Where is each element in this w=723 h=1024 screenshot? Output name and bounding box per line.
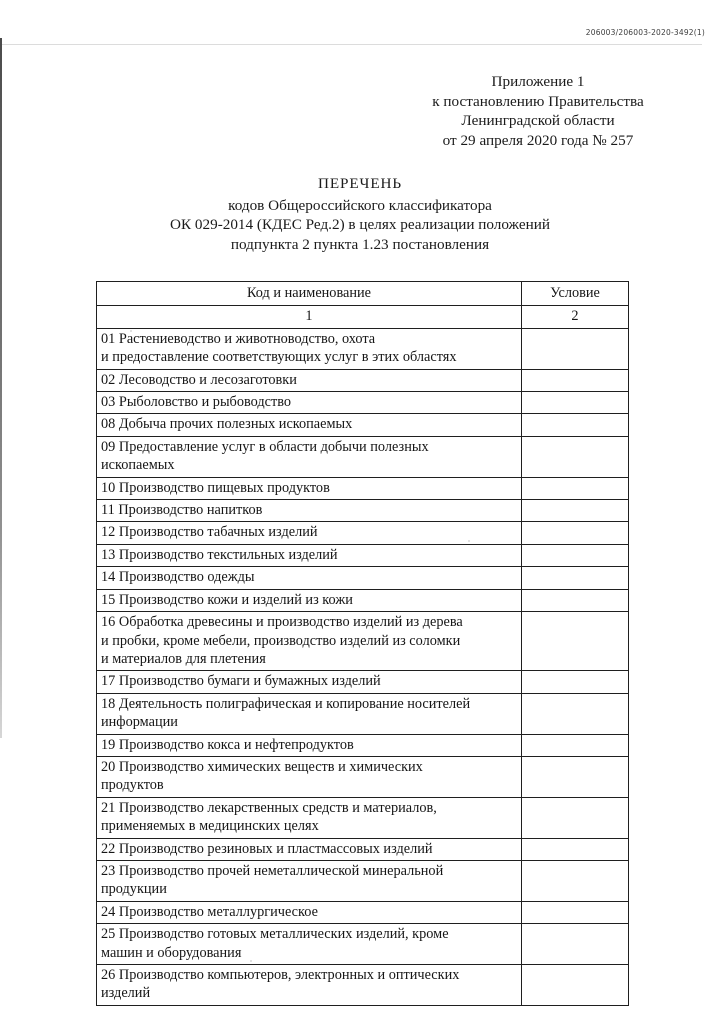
table-row — [97, 414, 629, 436]
approval-block — [393, 72, 683, 150]
approval-line-2: к постановлению Правительства — [432, 92, 644, 110]
cell-condition — [522, 734, 629, 756]
title-block — [60, 174, 660, 254]
table-column-number-row — [97, 306, 629, 328]
cell-code-name — [97, 734, 522, 756]
cell-line: 21 Производство лекарственных средств и материалов, — [101, 799, 437, 816]
cell-line: применяемых в медицинских целях — [101, 818, 319, 835]
cell-condition — [522, 500, 629, 522]
cell-code-name — [97, 838, 522, 860]
cell-code-name — [97, 369, 522, 391]
cell-line: 13 Производство текстильных изделий — [101, 546, 338, 563]
cell-code-name — [97, 392, 522, 414]
table-header-row — [97, 282, 629, 306]
cell-line: продукции — [101, 881, 167, 898]
cell-condition — [522, 797, 629, 838]
column-header-name: Код и наименование — [97, 282, 522, 306]
cell-code-name — [97, 901, 522, 923]
cell-code-name — [97, 544, 522, 566]
cell-code-name — [97, 414, 522, 436]
cell-code-name — [97, 522, 522, 544]
cell-line: 22 Производство резиновых и пластмассовых изделий — [101, 840, 433, 857]
cell-line: изделий — [101, 985, 151, 1002]
cell-line: ископаемых — [101, 457, 175, 474]
cell-condition — [522, 860, 629, 901]
cell-line: 12 Производство табачных изделий — [101, 524, 318, 541]
table-row — [97, 567, 629, 589]
cell-line: 20 Производство химических веществ и химических — [101, 758, 423, 775]
document-code: 206003/206003-2020-3492(1) — [585, 28, 705, 37]
table-row — [97, 838, 629, 860]
cell-line: 14 Производство одежды — [101, 569, 255, 586]
cell-code-name — [97, 860, 522, 901]
cell-line: и пробки, кроме мебели, производство изделий из соломки — [101, 632, 461, 649]
cell-code-name — [97, 924, 522, 965]
cell-condition — [522, 392, 629, 414]
cell-code-name — [97, 965, 522, 1006]
cell-code-name — [97, 477, 522, 499]
cell-line: 08 Добыча прочих полезных ископаемых — [101, 416, 353, 433]
cell-line: 16 Обработка древесины и производство изделий из дерева — [101, 614, 463, 631]
column-header-condition: Условие — [522, 282, 629, 306]
cell-condition — [522, 436, 629, 477]
cell-line: информации — [101, 714, 178, 731]
table-row — [97, 756, 629, 797]
cell-line: 02 Лесоводство и лесозаготовки — [101, 371, 297, 388]
cell-line: 09 Предоставление услуг в области добычи полезных — [101, 438, 429, 455]
table-row — [97, 522, 629, 544]
cell-condition — [522, 544, 629, 566]
table-row — [97, 693, 629, 734]
cell-line: 15 Производство кожи и изделий из кожи — [101, 591, 353, 608]
table-row — [97, 924, 629, 965]
cell-line: 23 Производство прочей неметаллической минеральной — [101, 862, 444, 879]
cell-code-name — [97, 500, 522, 522]
scan-edge-artifact — [0, 38, 2, 738]
approval-line-4: от 29 апреля 2020 года № 257 — [442, 131, 634, 149]
approval-line-1: Приложение 1 — [491, 73, 585, 90]
table-row — [97, 612, 629, 671]
cell-code-name — [97, 612, 522, 671]
cell-line: и материалов для плетения — [101, 650, 266, 667]
cell-condition — [522, 522, 629, 544]
cell-code-name — [97, 756, 522, 797]
cell-code-name — [97, 693, 522, 734]
approval-line-3: Ленинградской области — [461, 112, 615, 129]
subtitle-line-3: подпункта 2 пункта 1.23 постановления — [230, 235, 490, 253]
cell-line: 19 Производство кокса и нефтепродуктов — [101, 736, 354, 753]
codes-table — [96, 281, 629, 1006]
cell-condition — [522, 612, 629, 671]
column-number-1: 1 — [97, 306, 522, 328]
cell-condition — [522, 756, 629, 797]
cell-line: и предоставление соответствующих услуг в этих областях — [101, 349, 457, 366]
cell-line: 25 Производство готовых металлических изделий, кроме — [101, 926, 449, 943]
cell-line: 24 Производство металлургическое — [101, 903, 318, 920]
table-row — [97, 392, 629, 414]
cell-condition — [522, 693, 629, 734]
table-row — [97, 369, 629, 391]
cell-condition — [522, 589, 629, 611]
table-row — [97, 860, 629, 901]
table-row — [97, 500, 629, 522]
cell-line: 01 Растениеводство и животноводство, охота — [101, 330, 376, 347]
table-row — [97, 436, 629, 477]
cell-line: 26 Производство компьютеров, электронных и оптических — [101, 967, 460, 983]
cell-line: 17 Производство бумаги и бумажных изделий — [101, 673, 381, 690]
cell-condition — [522, 838, 629, 860]
cell-code-name — [97, 589, 522, 611]
cell-line: 18 Деятельность полиграфическая и копирование носителей — [101, 695, 471, 712]
table-row — [97, 544, 629, 566]
cell-code-name — [97, 567, 522, 589]
cell-code-name — [97, 797, 522, 838]
cell-condition — [522, 477, 629, 499]
scan-line-artifact — [2, 44, 702, 45]
cell-condition — [522, 924, 629, 965]
subtitle-line-2: ОК 029-2014 (КДЕС Ред.2) в целях реализации положений — [170, 216, 550, 233]
cell-line: 10 Производство пищевых продуктов — [101, 479, 330, 496]
cell-condition — [522, 965, 629, 1006]
table-row — [97, 589, 629, 611]
cell-condition — [522, 901, 629, 923]
table-row — [97, 671, 629, 693]
cell-condition — [522, 328, 629, 369]
subtitle-line-1: кодов Общероссийского классификатора — [228, 196, 492, 214]
table-row — [97, 901, 629, 923]
cell-line: продуктов — [101, 777, 164, 794]
cell-condition — [522, 567, 629, 589]
cell-condition — [522, 414, 629, 436]
table-row — [97, 965, 629, 1006]
table-row — [97, 328, 629, 369]
page-title: ПЕРЕЧЕНЬ — [317, 175, 402, 192]
table-row — [97, 477, 629, 499]
cell-code-name — [97, 328, 522, 369]
cell-code-name — [97, 671, 522, 693]
cell-condition — [522, 369, 629, 391]
table-row — [97, 797, 629, 838]
cell-condition — [522, 671, 629, 693]
cell-line: машин и оборудования — [101, 944, 242, 961]
cell-code-name — [97, 436, 522, 477]
column-number-2: 2 — [522, 306, 629, 328]
table-body — [97, 328, 629, 1005]
table-row — [97, 734, 629, 756]
cell-line: 03 Рыболовство и рыбоводство — [101, 394, 292, 411]
cell-line: 11 Производство напитков — [101, 502, 263, 519]
